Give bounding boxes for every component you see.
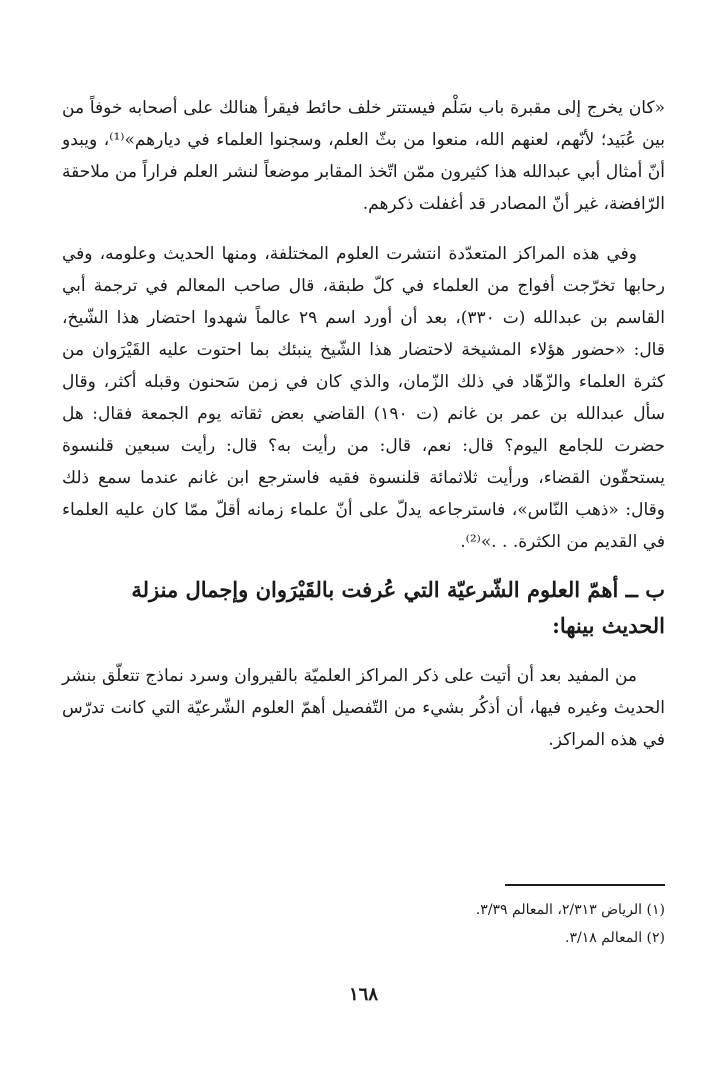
section-heading: ب ــ أهمّ العلوم الشّرعيّة التي عُرفت بالقَيْرَوان وإجمال منزلة الحديث بينها: xyxy=(131,577,665,638)
footnotes xyxy=(62,896,665,952)
footnote-1: (١) الرياض ٢/٣١٣، المعالم ٣/٣٩. xyxy=(475,902,665,918)
page-content xyxy=(62,92,665,946)
page-number: ١٦٨ xyxy=(348,984,378,1005)
footnote-divider xyxy=(505,884,665,886)
footnote-2: (٢) المعالم ٣/١٨. xyxy=(565,930,665,946)
body-paragraph-3: من المفيد بعد أن أتيت على ذكر المراكز العلميّة بالقيروان وسرد نماذج تتعلّق بنشر الحديث وغيره فيها، أن أذكُر بشيء من التّفصيل أهمّ العلوم الشّرعيّة التي كانت تدرّس في هذه المراكز. xyxy=(62,666,665,750)
body-paragraph-2: وفي هذه المراكز المتعدّدة انتشرت العلوم المختلفة، ومنها الحديث وعلومه، وفي رحابها تخرّجت أفواج من العلماء في كلّ طبقة، قال صاحب المعالم في ترجمة أبي القاسم بن عبدالله (ت ٣٣٠)، بعد أن أورد اسم ٢٩ عالماً شهدوا احتضار هذا الشّيخ، قال: «حضور هؤلاء المشيخة لاحتضار هذا الشّيخ ينبئك بما احتوت عليه القَيْرَوان من كثرة العلماء والزّهّاد في ذلك الزّمان، والذي كان في زمن سَحنون وقبله أكثر، وقال سأل عبدالله بن عمر بن غانم (ت ١٩٠) القاضي بعض ثقاته يوم الجمعة فقال: هل حضرت للجامع اليوم؟ قال: نعم، قال: من رأيت به؟ قال: رأيت سبعين قلنسوة يستحقّون القضاء، ورأيت ثلاثمائة قلنسوة فقيه فاسترجع ابن غانم عندما سمع ذلك وقال: «ذهب النّاس»، فاسترجاعه يدلّ على أنّ علماء زمانه أقلّ ممّا كان عليه العلماء في القديم من الكثرة. . .»⁽²⁾. xyxy=(62,244,665,552)
body-paragraph-1: «كان يخرج إلى مقبرة باب سَلْم فيستتر خلف حائط فيقرأ هنالك على أصحابه خوفاً من بين عُبَيد؛ لأنّهم، لعنهم الله، منعوا من بثّ العلم، وسجنوا العلماء في ديارهم»⁽¹⁾، ويبدو أنّ أمثال أبي عبدالله هذا كثيرون ممّن اتّخذ المقابر موضعاً لنشر العلم فراراً من ملاحقة الرّافضة، غير أنّ المصادر قد أغفلت ذكرهم. xyxy=(62,98,665,214)
